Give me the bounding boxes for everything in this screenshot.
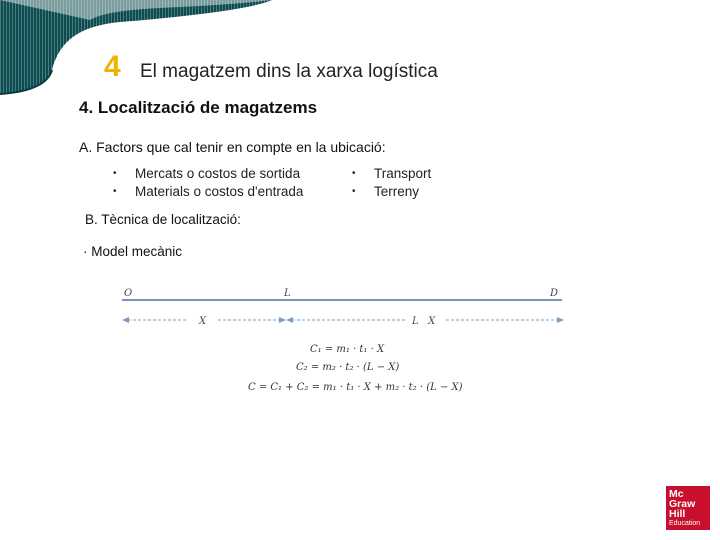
bullet-icon: •: [113, 186, 117, 197]
logo-line: Hill: [669, 508, 686, 520]
mechanical-model-diagram: [110, 282, 580, 402]
list-item-label: Terreny: [374, 184, 420, 199]
section-heading: 4. Localització de magatzems: [79, 98, 318, 117]
dim-lx-label: L X: [412, 316, 436, 327]
dim-x-label: X: [199, 316, 207, 327]
technique-heading: B. Tècnica de localització:: [85, 212, 241, 227]
model-label: · Model mecànic: [83, 244, 183, 259]
list-item-label: Materials o costos d'entrada: [135, 184, 304, 199]
formula-c1: C₁ = m₁ · t₁ · X: [310, 344, 385, 355]
formula-c-total: C = C₁ + C₂ = m₁ · t₁ · X + m₂ · t₂ · (L − X): [248, 382, 463, 393]
list-item: [113, 183, 303, 201]
factors-list-left: [113, 165, 303, 201]
logo-line: Education: [669, 520, 701, 527]
chapter-title: El magatzem dins la xarxa logística: [140, 61, 438, 82]
chapter-number: 4: [104, 50, 120, 83]
bullet-icon: •: [113, 168, 117, 179]
arrow-right-icon: [279, 317, 286, 323]
list-item-label: Mercats o costos de sortida: [135, 166, 301, 181]
bullet-icon: •: [352, 186, 356, 197]
mcgraw-hill-logo: [666, 486, 710, 530]
point-o-label: O: [124, 288, 133, 299]
arrow-left-icon: [286, 317, 293, 323]
bullet-icon: •: [352, 168, 356, 179]
factors-list-right: [352, 165, 431, 201]
arrow-right-icon: [557, 317, 564, 323]
list-item: [113, 165, 303, 183]
formula-c2: C₂ = m₂ · t₂ · (L − X): [296, 362, 400, 373]
logo-line: Graw: [669, 498, 696, 510]
arrow-left-icon: [122, 317, 129, 323]
list-item-label: Transport: [374, 166, 432, 181]
factors-heading: A. Factors que cal tenir en compte en la ubicació:: [79, 139, 386, 155]
point-d-label: D: [550, 288, 559, 299]
list-item: [352, 165, 431, 183]
list-item: [352, 183, 431, 201]
point-l-label: L: [284, 288, 291, 299]
logo-line: Mc: [669, 488, 684, 500]
